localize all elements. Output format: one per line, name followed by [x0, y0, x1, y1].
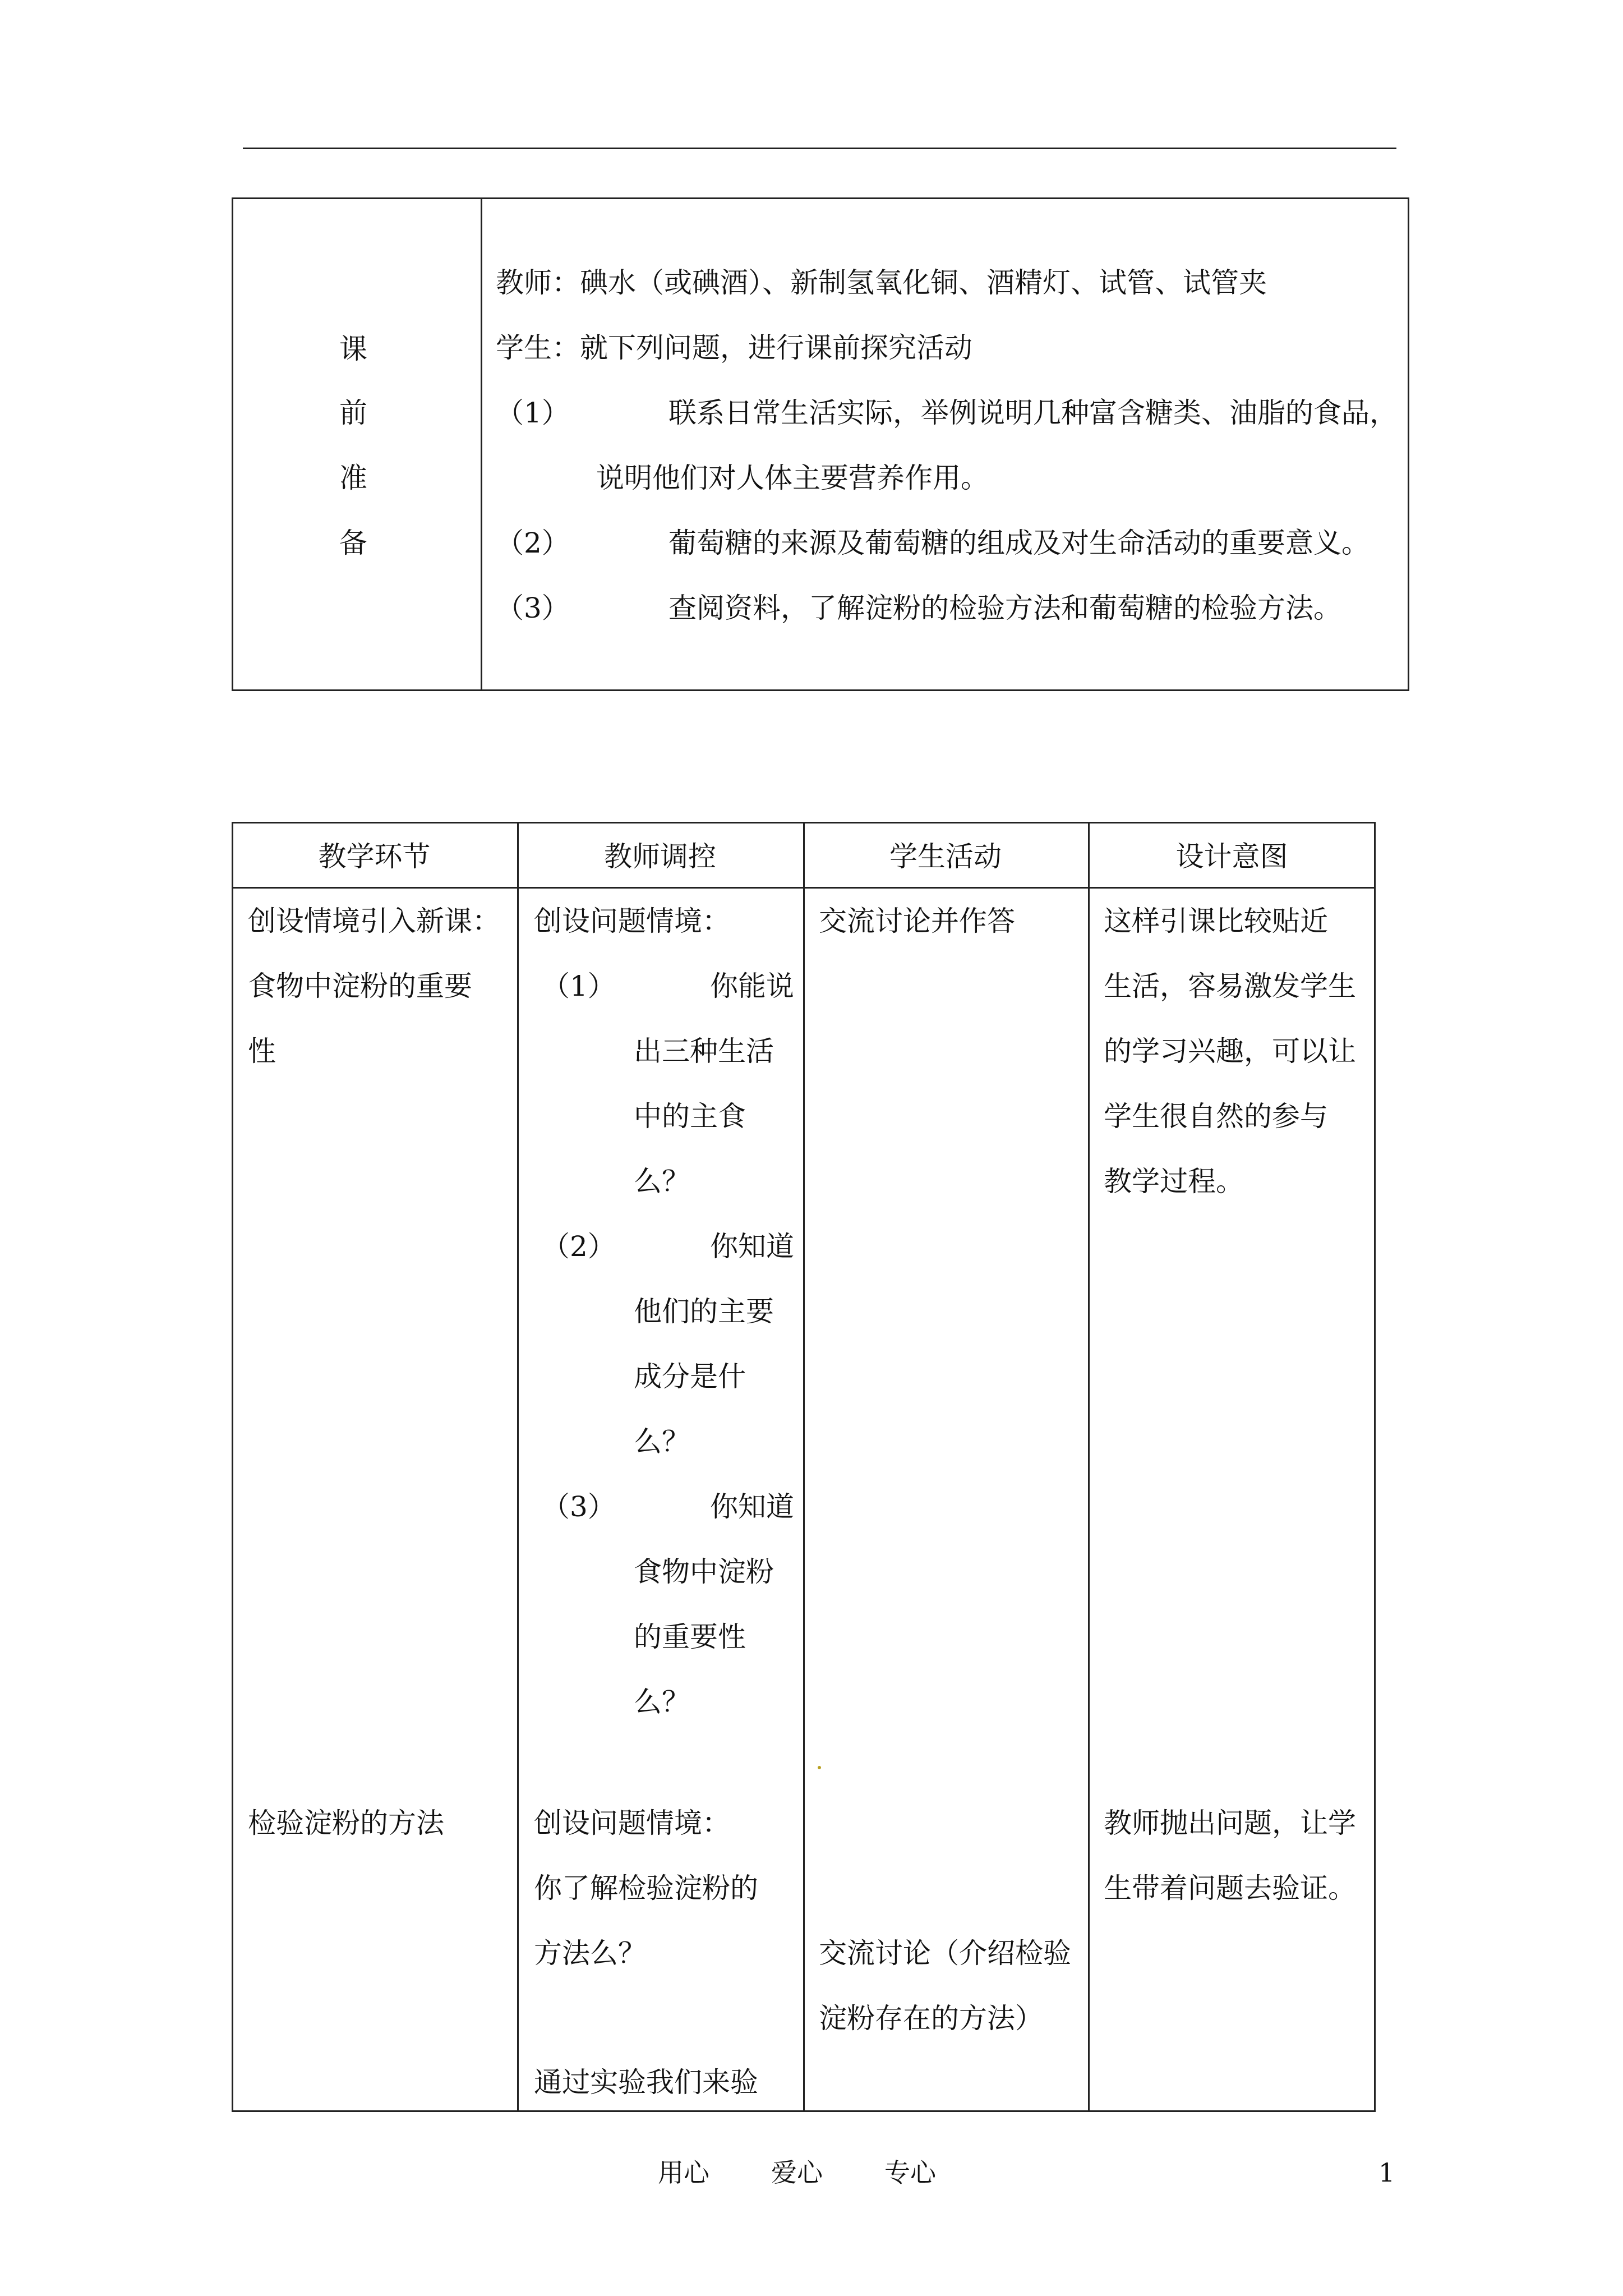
question-text-line: 中的主食 [634, 1100, 746, 1133]
intent-text-line: 这样引课比较贴近 [1104, 905, 1328, 937]
teacher-intro: 创设问题情境： [534, 905, 730, 937]
col-header-stage: 教学环节 [318, 840, 431, 873]
prep-item-text: 联系日常生活实际，举例说明几种富含糖类、油脂的食品， [668, 397, 1398, 429]
intent-text-line: 学生很自然的参与 [1104, 1100, 1328, 1133]
prep-label-char: 前 [339, 397, 367, 429]
stage-text-line: 食物中淀粉的重要 [248, 970, 472, 1002]
question-text-line: 他们的主要 [634, 1295, 774, 1328]
process-header-divider [232, 887, 1376, 889]
prep-item-number: （2） [496, 527, 570, 559]
stage-text-line: 性 [248, 1035, 276, 1068]
prep-item-text-continued: 说明他们对人体主要营养作用。 [596, 462, 989, 494]
process-column-divider [1088, 822, 1090, 2112]
question-text-line: 成分是什 [634, 1360, 746, 1393]
question-text-line: 食物中淀粉 [634, 1556, 774, 1588]
student-activity-line: 淀粉存在的方法） [819, 2002, 1043, 2035]
header-rule [243, 148, 1396, 149]
question-number: （1） [542, 970, 616, 1002]
intent-text-line: 的学习兴趣，可以让 [1104, 1035, 1356, 1068]
intent-text-line: 生带着问题去验证。 [1104, 1872, 1356, 1904]
col-header-student: 学生活动 [889, 840, 1002, 873]
question-text-line: 么？ [634, 1425, 690, 1458]
question-number: （3） [542, 1490, 616, 1523]
stray-dot [818, 1766, 821, 1769]
prep-table-divider [481, 197, 482, 691]
prep-item-text: 查阅资料，了解淀粉的检验方法和葡萄糖的检验方法。 [668, 592, 1341, 624]
question-text-line: 么？ [634, 1686, 690, 1718]
intent-text-line: 教学过程。 [1104, 1165, 1244, 1198]
col-header-teacher: 教师调控 [604, 840, 716, 873]
footer-motto: 专心 [884, 2157, 936, 2188]
question-text-line: 你知道 [710, 1490, 794, 1523]
footer-motto: 用心 [658, 2157, 709, 2188]
question-text-line: 出三种生活 [634, 1035, 774, 1068]
prep-label-char: 课 [339, 333, 367, 365]
prep-teacher-materials: 教师：碘水（或碘酒）、新制氢氧化铜、酒精灯、试管、试管夹 [496, 266, 1267, 299]
question-text-line: 你知道 [710, 1230, 794, 1263]
teacher-text-line: 通过实验我们来验 [534, 2066, 758, 2099]
prep-label-char: 备 [339, 527, 367, 559]
stage-text-line: 创设情境引入新课： [248, 905, 500, 937]
prep-item-number: （1） [496, 397, 570, 429]
footer-motto: 爱心 [771, 2157, 823, 2188]
question-text-line: 你能说 [710, 970, 794, 1002]
teacher-text-line: 你了解检验淀粉的 [534, 1872, 758, 1904]
question-text-line: 么？ [634, 1165, 690, 1198]
page-number: 1 [1378, 2157, 1395, 2188]
prep-label-char: 准 [339, 462, 367, 494]
intent-text-line: 教师抛出问题，让学 [1104, 1807, 1356, 1839]
prep-item-text: 葡萄糖的来源及葡萄糖的组成及对生命活动的重要意义。 [668, 527, 1370, 559]
process-column-divider [803, 822, 805, 2112]
student-activity-line: 交流讨论（介绍检验 [819, 1937, 1071, 1970]
student-activity: 交流讨论并作答 [819, 905, 1015, 937]
process-column-divider [517, 822, 519, 2112]
intent-text-line: 生活，容易激发学生 [1104, 970, 1356, 1002]
teacher-text-line: 创设问题情境： [534, 1807, 730, 1839]
teacher-text-line: 方法么？ [534, 1937, 646, 1970]
prep-item-number: （3） [496, 592, 570, 624]
question-number: （2） [542, 1230, 616, 1263]
stage-text-line: 检验淀粉的方法 [248, 1807, 444, 1839]
col-header-intent: 设计意图 [1175, 840, 1288, 873]
prep-student-task: 学生：就下列问题，进行课前探究活动 [496, 332, 972, 364]
question-text-line: 的重要性 [634, 1621, 746, 1653]
